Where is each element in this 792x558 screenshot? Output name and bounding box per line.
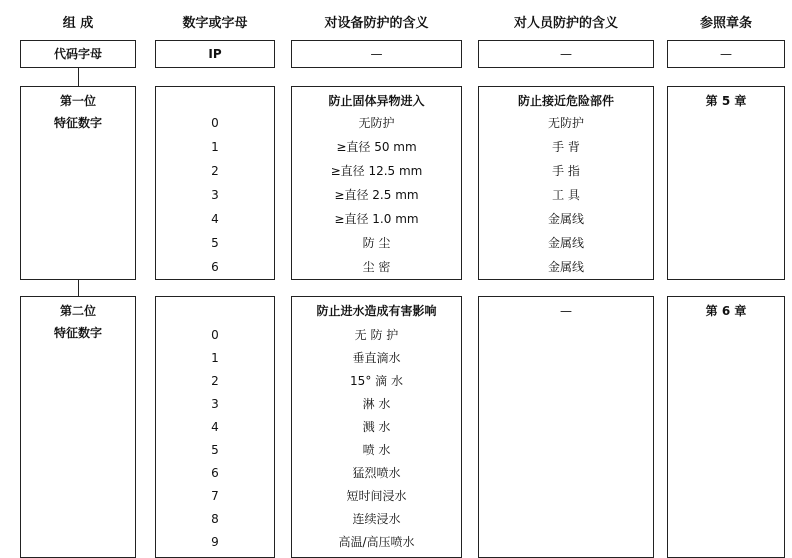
first-digit-person-item: 金属线	[547, 236, 584, 250]
connector-line-2	[78, 280, 79, 296]
header-person-meaning: 对人员防护的含义	[513, 16, 618, 31]
code-value: IP	[208, 47, 222, 61]
second-digit-equipment-item: 溅 水	[362, 420, 391, 434]
code-clause-dash: —	[720, 47, 732, 61]
code-letter-box	[20, 40, 136, 68]
second-digit-equipment-item: 短时间浸水	[346, 489, 407, 503]
first-digit-values-box	[155, 86, 275, 280]
second-digit-values-box	[155, 296, 275, 558]
first-digit-equipment-item: 防 尘	[362, 236, 391, 250]
second-digit-value: 2	[211, 374, 219, 388]
second-digit-equipment-title: 防止进水造成有害影响	[316, 304, 437, 318]
first-digit-equipment-title: 防止固体异物进入	[328, 94, 425, 108]
second-digit-value: 8	[211, 512, 219, 526]
first-digit-person-item: 手 背	[552, 140, 580, 154]
header-clause: 参照章条	[699, 16, 752, 31]
second-digit-value: 6	[211, 466, 219, 480]
second-digit-label-line1: 第二位	[59, 304, 96, 318]
second-digit-equipment-item: 垂直滴水	[352, 351, 401, 365]
header-digit-or-letter: 数字或字母	[182, 16, 248, 31]
second-digit-value: 1	[211, 351, 219, 365]
first-digit-value: 6	[211, 260, 219, 274]
second-digit-clause-box	[667, 296, 785, 558]
first-digit-label-line2: 特征数字	[53, 116, 102, 130]
second-digit-value: 7	[211, 489, 219, 503]
second-digit-value: 9	[211, 535, 219, 549]
first-digit-label-line1: 第一位	[59, 94, 96, 108]
connector-line-1	[78, 68, 79, 86]
second-digit-value: 3	[211, 397, 219, 411]
first-digit-clause-box	[667, 86, 785, 280]
code-equipment-box	[291, 40, 462, 68]
first-digit-equipment-item: ≥直径 2.5 mm	[334, 188, 419, 202]
second-digit-label-line2: 特征数字	[53, 326, 102, 340]
code-equipment-dash: —	[370, 47, 383, 61]
second-digit-equipment-item: 喷 水	[362, 443, 391, 457]
first-digit-clause: 第 5 章	[705, 94, 747, 108]
second-digit-equipment-box	[291, 296, 462, 558]
first-digit-value: 5	[211, 236, 219, 250]
second-digit-person-dash: —	[560, 304, 572, 318]
first-digit-equipment-item: 无防护	[358, 116, 395, 130]
first-digit-equipment-item: ≥直径 1.0 mm	[334, 212, 419, 226]
code-clause-box	[667, 40, 785, 68]
first-digit-equipment-item: 尘 密	[362, 260, 391, 274]
first-digit-person-item: 金属线	[547, 260, 584, 274]
second-digit-equipment-item: 15° 滴 水	[350, 374, 403, 388]
code-letter-label: 代码字母	[53, 47, 102, 61]
second-digit-value: 4	[211, 420, 219, 434]
code-value-box	[155, 40, 275, 68]
second-digit-clause: 第 6 章	[705, 304, 747, 318]
second-digit-value: 5	[211, 443, 219, 457]
header-component: 组 成	[62, 16, 94, 31]
first-digit-value: 2	[211, 164, 219, 178]
first-digit-value: 0	[211, 116, 219, 130]
code-person-dash: —	[560, 47, 572, 61]
first-digit-person-item: 金属线	[547, 212, 584, 226]
second-digit-equipment-item: 猛烈喷水	[352, 466, 401, 480]
second-digit-equipment-item: 无 防 护	[354, 328, 399, 342]
first-digit-equipment-box	[291, 86, 462, 280]
first-digit-person-box	[478, 86, 654, 280]
first-digit-value: 1	[211, 140, 219, 154]
second-digit-equipment-item: 高温/高压喷水	[338, 535, 415, 549]
second-digit-value: 0	[211, 328, 219, 342]
first-digit-person-item: 无防护	[547, 116, 584, 130]
first-digit-label-box	[20, 86, 136, 280]
second-digit-label-box	[20, 296, 136, 558]
first-digit-value: 4	[211, 212, 219, 226]
second-digit-equipment-item: 淋 水	[362, 397, 391, 411]
second-digit-person-box	[478, 296, 654, 558]
first-digit-equipment-item: ≥直径 12.5 mm	[330, 164, 423, 178]
first-digit-value: 3	[211, 188, 219, 202]
first-digit-person-title: 防止接近危险部件	[517, 94, 614, 108]
first-digit-person-item: 手 指	[552, 164, 580, 178]
code-person-box	[478, 40, 654, 68]
second-digit-equipment-item: 连续浸水	[352, 512, 401, 526]
header-equipment-meaning: 对设备防护的含义	[324, 16, 429, 31]
first-digit-person-item: 工 具	[552, 188, 580, 202]
first-digit-equipment-item: ≥直径 50 mm	[336, 140, 417, 154]
